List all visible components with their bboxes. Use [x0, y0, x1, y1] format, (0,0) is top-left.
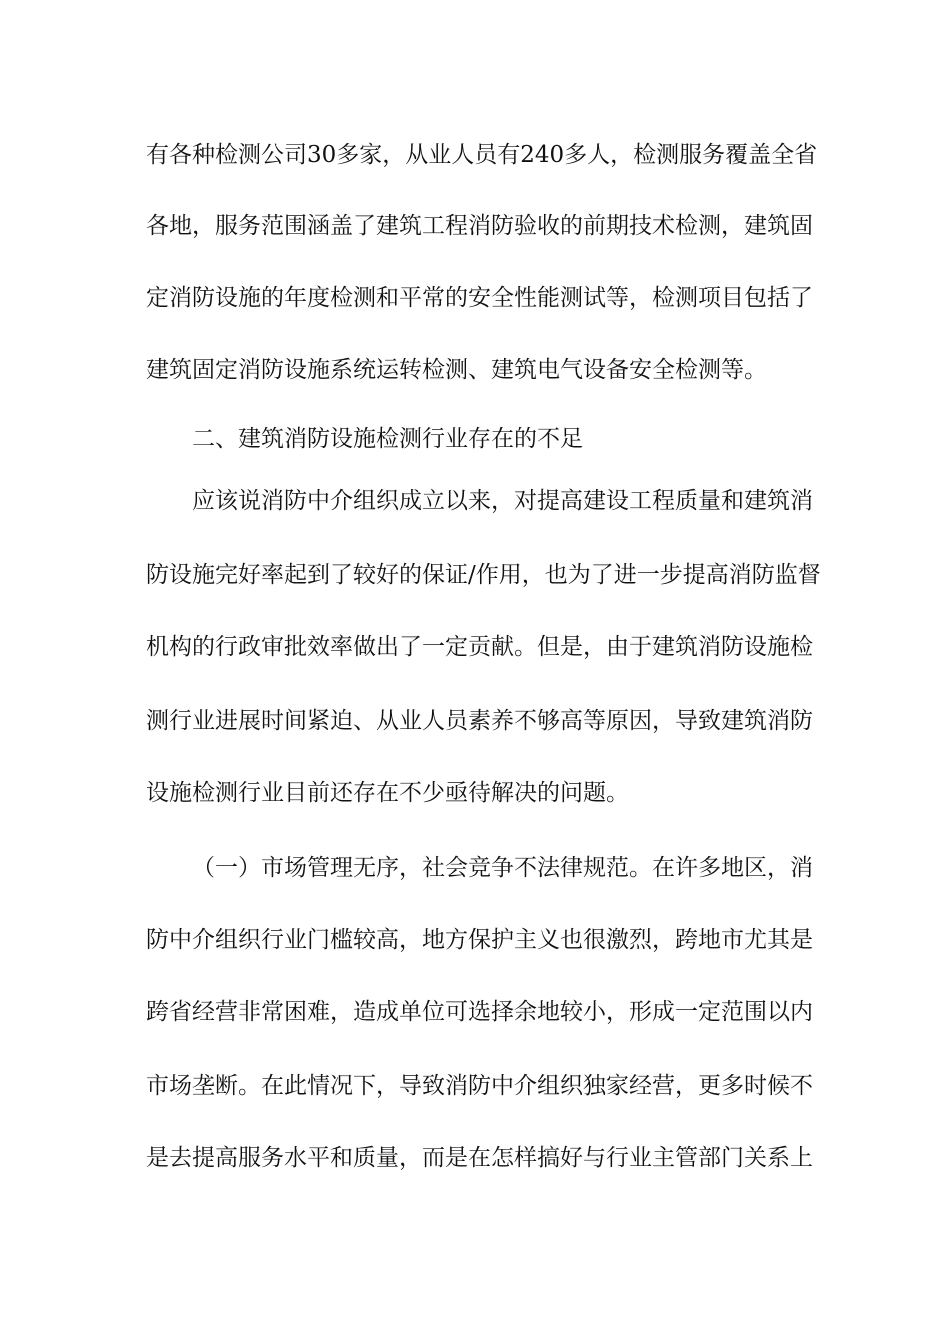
paragraph-3-line-4: 市场垄断。在此情况下，导致消防中介组织独家经营，更多时候不	[146, 1073, 813, 1099]
paragraph-1-line-2: 各地，服务范围涵盖了建筑工程消防验收的前期技术检测，建筑固	[146, 213, 813, 239]
paragraph-2-line-3: 机构的行政审批效率做出了一定贡献。但是，由于建筑消防设施检	[146, 634, 813, 660]
paragraph-1-line-3: 定消防设施的年度检测和平常的安全性能测试等，检测项目包括了	[146, 285, 813, 311]
paragraph-2-line-1: 应该说消防中介组织成立以来，对提高建设工程质量和建筑消	[192, 488, 813, 514]
paragraph-2-line-5: 设施检测行业目前还存在不少亟待解决的问题。	[146, 780, 629, 806]
paragraph-3-line-3: 跨省经营非常困难，造成单位可选择余地较小，形成一定范围以内	[146, 999, 813, 1025]
paragraph-2-line-2: 防设施完好率起到了较好的保证/作用，也为了进一步提高消防监督	[146, 562, 821, 588]
paragraph-2-line-4: 测行业进展时间紧迫、从业人员素养不够高等原因，导致建筑消防	[146, 708, 813, 734]
paragraph-3-line-2: 防中介组织行业门槛较高，地方保护主义也很激烈，跨地市尤其是	[146, 927, 813, 953]
paragraph-1-line-4: 建筑固定消防设施系统运转检测、建筑电气设备安全检测等。	[146, 357, 767, 383]
paragraph-3-line-1: （一）市场管理无序，社会竞争不法律规范。在许多地区，消	[192, 855, 813, 881]
section-heading-2: 二、建筑消防设施检测行业存在的不足	[192, 426, 583, 452]
paragraph-1-line-1: 有各种检测公司30多家，从业人员有240多人，检测服务覆盖全省	[146, 142, 818, 168]
paragraph-3-line-5: 是去提高服务水平和质量，而是在怎样搞好与行业主管部门关系上	[146, 1145, 813, 1171]
